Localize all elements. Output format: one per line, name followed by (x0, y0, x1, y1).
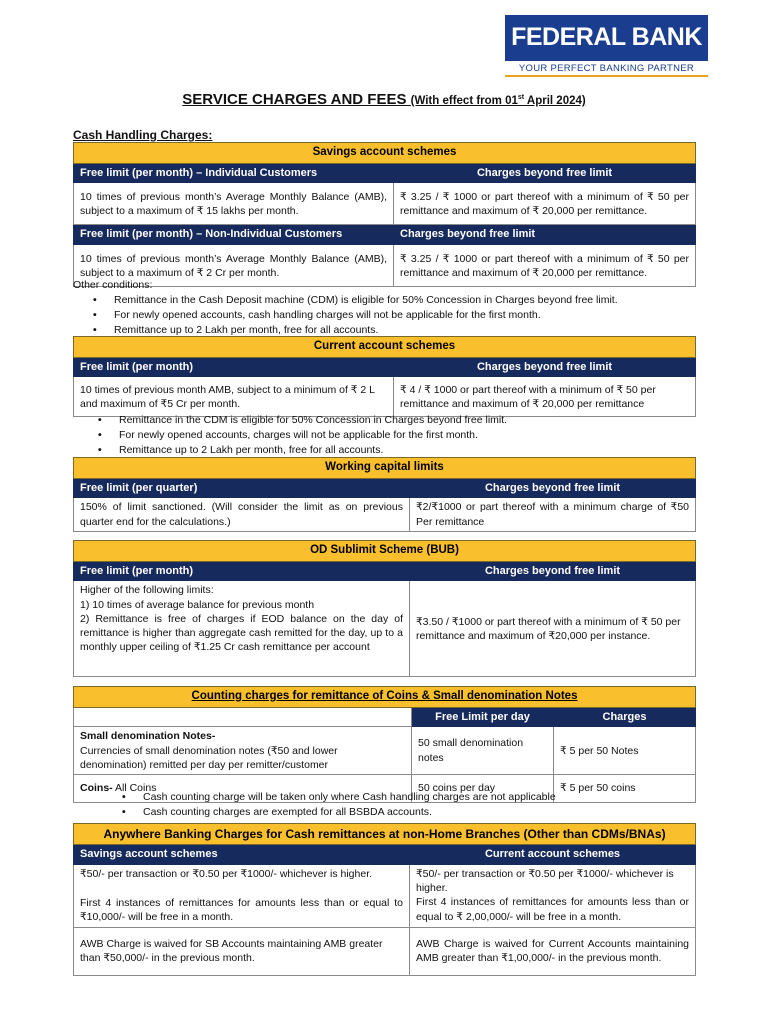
od-table (73, 540, 696, 677)
wc-heading: Working capital limits (74, 458, 696, 479)
counting-h-blank (74, 707, 412, 727)
awb-h-left: Savings account schemes (74, 845, 410, 865)
savings-table (73, 142, 696, 287)
counting-r2-text: All Coins (112, 782, 157, 795)
savings-h2-left: Free limit (per month) – Non-Individual Customers (74, 225, 394, 245)
counting-notes (73, 790, 673, 820)
counting-r1-mid: 50 small denomination notes (412, 727, 554, 775)
title-eff-post: April 2024) (524, 95, 586, 107)
current-note-item: • Remittance in the CDM is eligible for 50% Concession in Charges beyond free limit. (119, 413, 673, 428)
awb-current-p1: ₹50/- per transaction or ₹0.50 per ₹1000/- whichever is higher. (416, 868, 674, 895)
counting-r1-text: Currencies of small denomination notes (₹50 and lower denomination) remitted per day per remitter/customer (80, 744, 338, 771)
current-heading: Current account schemes (74, 337, 696, 358)
counting-r1-bold: Small denomination Notes- (80, 730, 216, 743)
current-table (73, 336, 696, 417)
current-r-left: 10 times of previous month AMB, subject to a minimum of ₹ 2 L and maximum of ₹5 Cr per month. (74, 377, 394, 417)
od-r-left (74, 581, 410, 677)
counting-r2-mid: 50 coins per day (412, 774, 554, 802)
savings-h1-left: Free limit (per month) – Individual Customers (74, 163, 394, 183)
awb-current-cell (410, 865, 696, 928)
savings-r1-left: 10 times of previous month’s Average Monthly Balance (AMB), subject to a maximum of ₹ 15 lakhs per month. (74, 183, 394, 225)
counting-table (73, 686, 696, 803)
savings-h2-right: Charges beyond free limit (394, 225, 696, 245)
counting-r2-bold: Coins- (80, 782, 113, 795)
od-h-right: Charges beyond free limit (410, 561, 696, 581)
awb-savings-p1: ₹50/- per transaction or ₹0.50 per ₹1000/- whichever is higher. (80, 868, 373, 881)
counting-note-item: • Cash counting charge will be taken only where Cash handling charges are not applicable (143, 790, 673, 805)
current-note-item: • Remittance up to 2 Lakh per month, free for all accounts. (119, 443, 673, 458)
awb-current-p2: First 4 instances of remittances for amounts less than or equal to ₹ 2,00,000/- will be free in a month. (416, 896, 690, 923)
wc-h-left: Free limit (per quarter) (74, 478, 410, 498)
counting-r2-right: ₹ 5 per 50 coins (554, 774, 696, 802)
awb-savings-cell (74, 865, 410, 928)
counting-r1-left (74, 727, 412, 775)
current-note-item: • For newly opened accounts, charges will not be applicable for the first month. (119, 428, 673, 443)
title-main: SERVICE CHARGES AND FEES (182, 91, 407, 108)
counting-h-right: Charges (554, 707, 696, 727)
other-conditions (73, 278, 713, 338)
logo-name: FEDERAL BANK (505, 15, 708, 61)
condition-item: • For newly opened accounts, cash handling charges will not be applicable for the first month. (114, 308, 713, 323)
od-r-right: ₹3.50 / ₹1000 or part thereof with a minimum of ₹ 50 per remittance and maximum of ₹20,000 per instance. (410, 581, 696, 677)
condition-item: • Remittance in the Cash Deposit machine (CDM) is eligible for 50% Concession in Charges beyond free limit. (114, 293, 713, 308)
counting-h-mid: Free Limit per day (412, 707, 554, 727)
cash-handling-label: Cash Handling Charges: (73, 128, 213, 142)
federal-bank-logo (505, 15, 708, 77)
current-notes (73, 413, 673, 458)
counting-heading: Counting charges for remittance of Coins & Small denomination Notes (74, 687, 696, 708)
od-r-left-line3: 2) Remittance is free of charges if EOD balance on the day of remittance is higher than aggregate cash remitted for the day, up to a monthly upper ceiling of ₹1.25 Cr cash remittance per account (80, 612, 403, 654)
title-eff-sup: st (517, 94, 525, 102)
condition-item: • Remittance up to 2 Lakh per month, free for all accounts. (114, 323, 713, 338)
wc-h-right: Charges beyond free limit (410, 478, 696, 498)
current-r-right: ₹ 4 / ₹ 1000 or part thereof with a minimum of ₹ 50 per remittance and maximum of ₹ 20,000 per remittance (394, 377, 696, 417)
wc-r-left: 150% of limit sanctioned. (Will consider the limit as on previous quarter end for the calculations.) (74, 498, 410, 531)
savings-r1-right: ₹ 3.25 / ₹ 1000 or part thereof with a minimum of ₹ 50 per remittance and maximum of ₹ 20,000 per remittance. (394, 183, 696, 225)
logo-tagline: YOUR PERFECT BANKING PARTNER (505, 61, 708, 77)
awb-savings-waiver: AWB Charge is waived for SB Accounts maintaining AMB greater than ₹50,000/- in the previous month. (74, 927, 410, 975)
savings-h1-right: Charges beyond free limit (394, 163, 696, 183)
od-h-left: Free limit (per month) (74, 561, 410, 581)
wc-r-right: ₹2/₹1000 or part thereof with a minimum charge of ₹50 Per remittance (410, 498, 696, 531)
od-r-left-line2: 1) 10 times of average balance for previous month (80, 598, 315, 611)
awb-savings-p2: First 4 instances of remittances for amounts less than or equal to ₹10,000/- will be free in a month. (80, 897, 403, 924)
awb-h-right: Current account schemes (410, 845, 696, 865)
current-h-right: Charges beyond free limit (394, 357, 696, 377)
awb-heading: Anywhere Banking Charges for Cash remittances at non-Home Branches (Other than CDMs/BNAs) (74, 824, 696, 845)
title-effective (411, 95, 586, 107)
anywhere-table (73, 823, 696, 976)
working-capital-table (73, 457, 696, 532)
current-h-left: Free limit (per month) (74, 357, 394, 377)
od-heading: OD Sublimit Scheme (BUB) (74, 541, 696, 562)
awb-current-waiver: AWB Charge is waived for Current Accounts maintaining AMB greater than ₹1,00,000/- in the previous month. (410, 927, 696, 975)
savings-heading: Savings account schemes (74, 143, 696, 164)
page-title (0, 90, 768, 110)
title-eff-pre: (With effect from 01 (410, 95, 518, 107)
other-conditions-label: Other conditions: (73, 279, 153, 291)
savings-r2-left: 10 times of previous month’s Average Monthly Balance (AMB), subject to a maximum of ₹ 2 Cr per month. (74, 245, 394, 287)
savings-r2-right: ₹ 3.25 / ₹ 1000 or part thereof with a minimum of ₹ 50 per remittance and maximum of ₹ 20,000 per remittance. (394, 245, 696, 287)
od-r-left-line1: Higher of the following limits: (80, 584, 214, 597)
counting-r1-right: ₹ 5 per 50 Notes (554, 727, 696, 775)
counting-note-item: • Cash counting charges are exempted for all BSBDA accounts. (143, 805, 673, 820)
